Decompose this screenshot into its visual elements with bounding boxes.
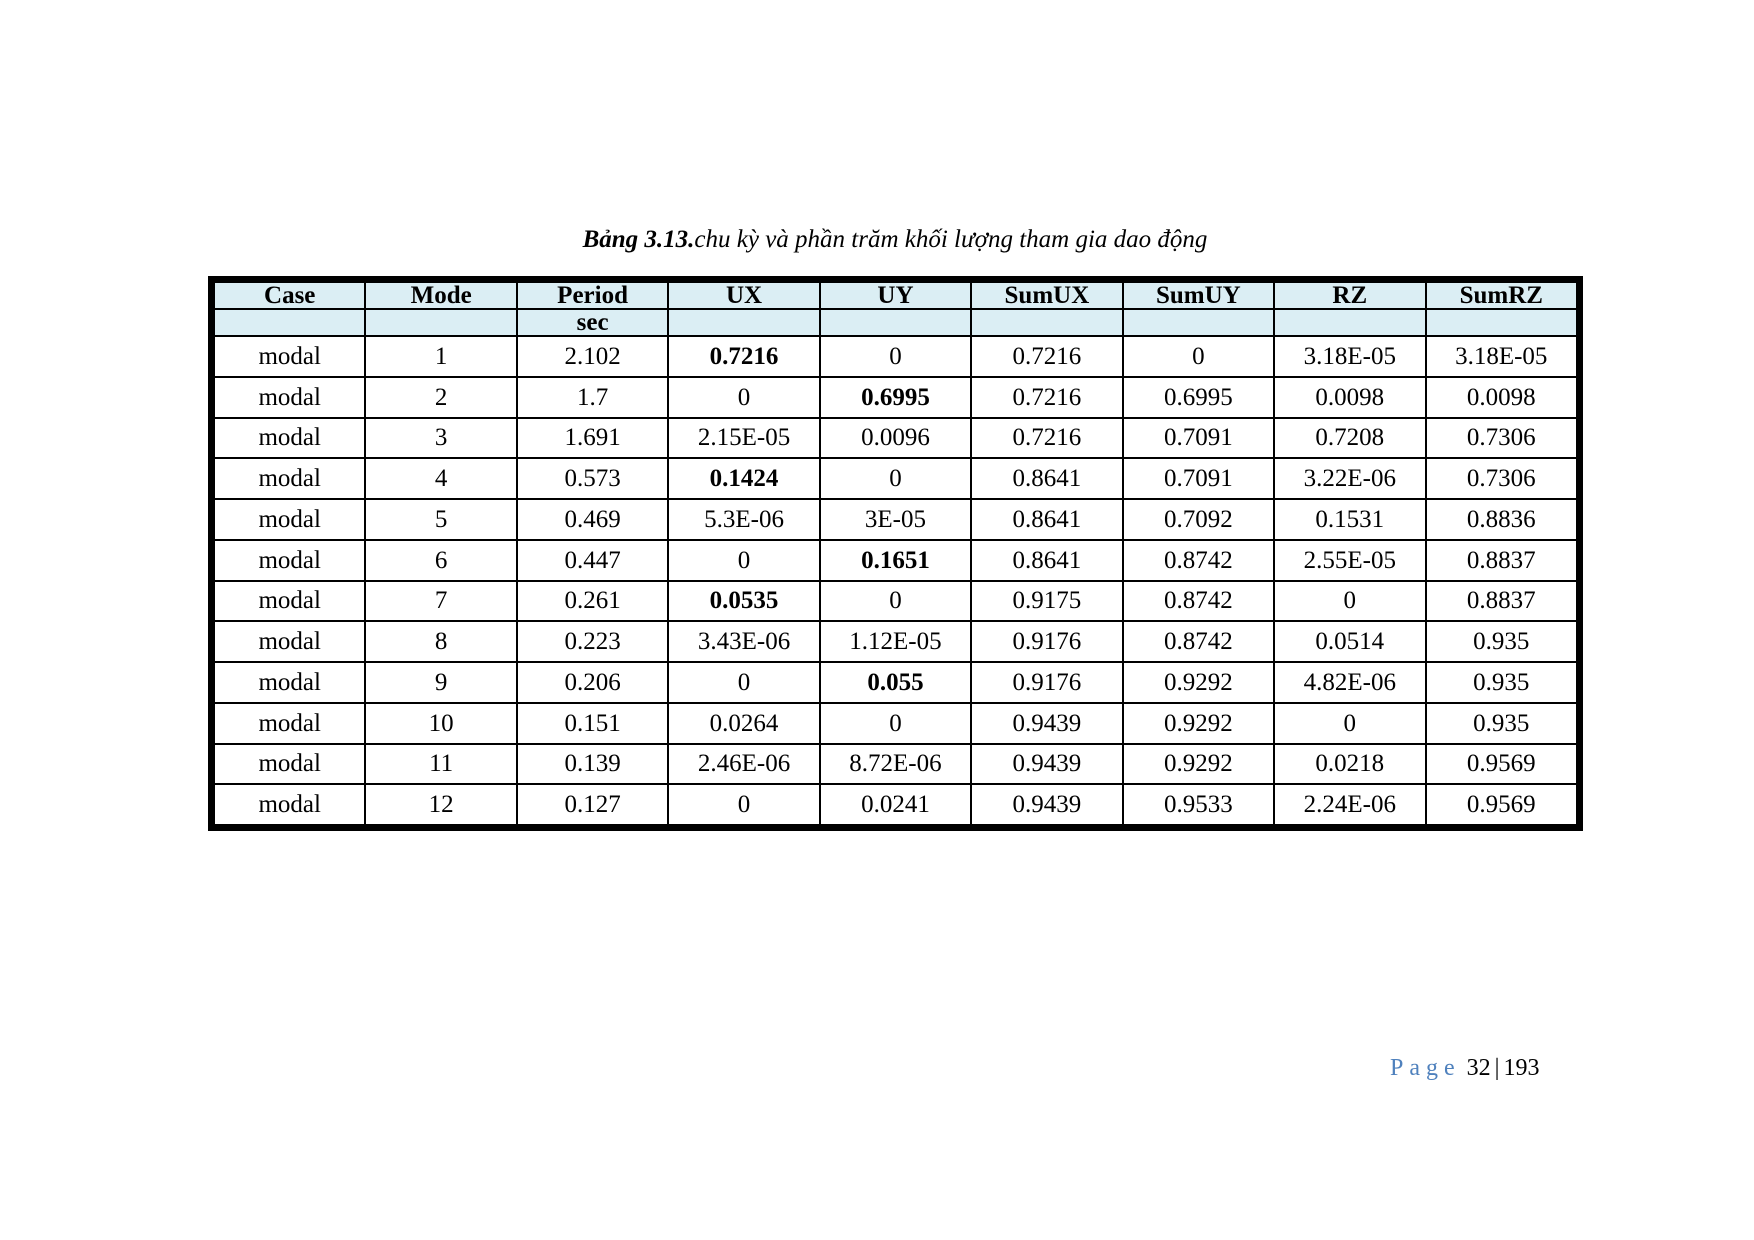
table-cell: 12: [365, 784, 516, 825]
unit-cell: [971, 309, 1122, 336]
table-row: [214, 336, 1577, 377]
table-cell: 0.8836: [1426, 499, 1578, 540]
table-cell: 2.15E-05: [668, 418, 819, 459]
table-cell: modal: [214, 621, 365, 662]
table-cell: 0.0218: [1274, 744, 1425, 785]
units-row: [214, 309, 1577, 336]
unit-cell: [820, 309, 971, 336]
table-row: [214, 540, 1577, 581]
table-cell: 0.6995: [820, 377, 971, 418]
table-cell: modal: [214, 377, 365, 418]
table-row: [214, 703, 1577, 744]
table-cell: 3E-05: [820, 499, 971, 540]
table-row: [214, 418, 1577, 459]
table-cell: 0.055: [820, 662, 971, 703]
table-cell: 0.1424: [668, 458, 819, 499]
table-cell: 4.82E-06: [1274, 662, 1425, 703]
unit-cell: [214, 309, 365, 336]
header-cell: RZ: [1274, 282, 1425, 309]
table-cell: 0.9292: [1123, 744, 1274, 785]
unit-cell: sec: [517, 309, 668, 336]
table-cell: 0: [820, 703, 971, 744]
page-number: 32: [1466, 1055, 1491, 1081]
unit-cell: [1274, 309, 1425, 336]
table-cell: 0: [1274, 581, 1425, 622]
table-cell: 1: [365, 336, 516, 377]
table-cell: modal: [214, 336, 365, 377]
table-cell: 0.8837: [1426, 540, 1578, 581]
unit-cell: [668, 309, 819, 336]
table-cell: 0.8837: [1426, 581, 1578, 622]
unit-cell: [1426, 309, 1578, 336]
table-cell: 0: [1274, 703, 1425, 744]
table-cell: 0.6995: [1123, 377, 1274, 418]
header-cell: Case: [214, 282, 365, 309]
table-cell: modal: [214, 744, 365, 785]
table-row: [214, 744, 1577, 785]
table-cell: 5.3E-06: [668, 499, 819, 540]
header-cell: Period: [517, 282, 668, 309]
table-cell: 0.0096: [820, 418, 971, 459]
table-cell: 0.8742: [1123, 621, 1274, 662]
table-cell: modal: [214, 499, 365, 540]
table-cell: 0.9292: [1123, 662, 1274, 703]
table-cell: 0.7208: [1274, 418, 1425, 459]
page-footer: [1390, 1055, 1539, 1082]
table-cell: 2.46E-06: [668, 744, 819, 785]
table-cell: 0.9569: [1426, 744, 1578, 785]
table-cell: 0.8641: [971, 499, 1122, 540]
page-word: Page: [1390, 1055, 1461, 1081]
table-cell: 0.139: [517, 744, 668, 785]
table-cell: 8: [365, 621, 516, 662]
total-pages: 193: [1503, 1055, 1540, 1081]
page-separator: |: [1494, 1055, 1500, 1081]
table-cell: 11: [365, 744, 516, 785]
table-cell: 0.7216: [971, 418, 1122, 459]
table-cell: 0: [668, 662, 819, 703]
table-cell: 2.55E-05: [1274, 540, 1425, 581]
header-cell: SumUY: [1123, 282, 1274, 309]
header-cell: UY: [820, 282, 971, 309]
header-cell: UX: [668, 282, 819, 309]
header-cell: SumRZ: [1426, 282, 1578, 309]
table-cell: 0.8742: [1123, 540, 1274, 581]
table-cell: 1.12E-05: [820, 621, 971, 662]
table-cell: 3.22E-06: [1274, 458, 1425, 499]
table-cell: 0: [820, 458, 971, 499]
header-row: [214, 282, 1577, 309]
table-cell: 2.24E-06: [1274, 784, 1425, 825]
table-cell: 6: [365, 540, 516, 581]
table-cell: 0: [668, 540, 819, 581]
table-row: [214, 621, 1577, 662]
table-row: [214, 784, 1577, 825]
table-cell: 0.9292: [1123, 703, 1274, 744]
table-cell: 0: [668, 784, 819, 825]
table-cell: 0.7091: [1123, 458, 1274, 499]
unit-cell: [1123, 309, 1274, 336]
table-cell: 0.8641: [971, 540, 1122, 581]
table-cell: 0.9176: [971, 662, 1122, 703]
table-cell: 2: [365, 377, 516, 418]
unit-cell: [365, 309, 516, 336]
table-cell: 3.18E-05: [1274, 336, 1425, 377]
table-cell: 0.7306: [1426, 418, 1578, 459]
table-cell: 0.935: [1426, 621, 1578, 662]
table-cell: 0.9533: [1123, 784, 1274, 825]
table-cell: 2.102: [517, 336, 668, 377]
table-row: [214, 581, 1577, 622]
table-row: [214, 377, 1577, 418]
table-cell: modal: [214, 540, 365, 581]
table-cell: 0.7216: [971, 377, 1122, 418]
table-cell: 9: [365, 662, 516, 703]
table-cell: 0.1531: [1274, 499, 1425, 540]
caption-text: chu kỳ và phần trăm khối lượng tham gia dao động: [694, 226, 1208, 253]
table-cell: 0.151: [517, 703, 668, 744]
table-cell: 0.9175: [971, 581, 1122, 622]
table-cell: modal: [214, 418, 365, 459]
table-row: [214, 499, 1577, 540]
table-cell: 0.9569: [1426, 784, 1578, 825]
modal-period-table: [208, 276, 1583, 831]
table-cell: 0: [820, 581, 971, 622]
table-cell: 0.0098: [1426, 377, 1578, 418]
table-cell: 0.0098: [1274, 377, 1425, 418]
table-cell: 0.1651: [820, 540, 971, 581]
table-cell: 0.9439: [971, 744, 1122, 785]
table-cell: 8.72E-06: [820, 744, 971, 785]
table-cell: 0.7091: [1123, 418, 1274, 459]
table-cell: modal: [214, 458, 365, 499]
table-cell: 0.573: [517, 458, 668, 499]
table-cell: 0.127: [517, 784, 668, 825]
table-cell: 0.8742: [1123, 581, 1274, 622]
table-cell: 0.935: [1426, 662, 1578, 703]
table-cell: 0.8641: [971, 458, 1122, 499]
header-cell: SumUX: [971, 282, 1122, 309]
table-caption: [0, 226, 1754, 254]
data-table: [213, 281, 1578, 826]
table-cell: 0.469: [517, 499, 668, 540]
table-row: [214, 458, 1577, 499]
table-cell: 7: [365, 581, 516, 622]
table-cell: 0.206: [517, 662, 668, 703]
table-cell: 0.0264: [668, 703, 819, 744]
table-cell: 0.223: [517, 621, 668, 662]
table-cell: modal: [214, 581, 365, 622]
table-cell: 0.935: [1426, 703, 1578, 744]
table-cell: 0.0241: [820, 784, 971, 825]
table-cell: 0.447: [517, 540, 668, 581]
table-cell: modal: [214, 703, 365, 744]
table-cell: 0: [668, 377, 819, 418]
table-cell: modal: [214, 784, 365, 825]
table-cell: 3.18E-05: [1426, 336, 1578, 377]
table-cell: 0.7306: [1426, 458, 1578, 499]
table-cell: 10: [365, 703, 516, 744]
table-cell: 0.0514: [1274, 621, 1425, 662]
table-cell: 4: [365, 458, 516, 499]
table-cell: 0.7092: [1123, 499, 1274, 540]
table-cell: 0.7216: [668, 336, 819, 377]
header-cell: Mode: [365, 282, 516, 309]
table-cell: 1.691: [517, 418, 668, 459]
table-cell: 5: [365, 499, 516, 540]
table-cell: 0.0535: [668, 581, 819, 622]
table-cell: 0.9439: [971, 784, 1122, 825]
table-cell: modal: [214, 662, 365, 703]
caption-label: Bảng 3.13.: [582, 226, 695, 253]
table-cell: 0: [1123, 336, 1274, 377]
table-cell: 0.261: [517, 581, 668, 622]
table-row: [214, 662, 1577, 703]
table-cell: 3: [365, 418, 516, 459]
table-cell: 0: [820, 336, 971, 377]
table-cell: 0.9176: [971, 621, 1122, 662]
table-cell: 0.9439: [971, 703, 1122, 744]
table-cell: 3.43E-06: [668, 621, 819, 662]
table-cell: 1.7: [517, 377, 668, 418]
table-body: [214, 336, 1577, 825]
table-cell: 0.7216: [971, 336, 1122, 377]
